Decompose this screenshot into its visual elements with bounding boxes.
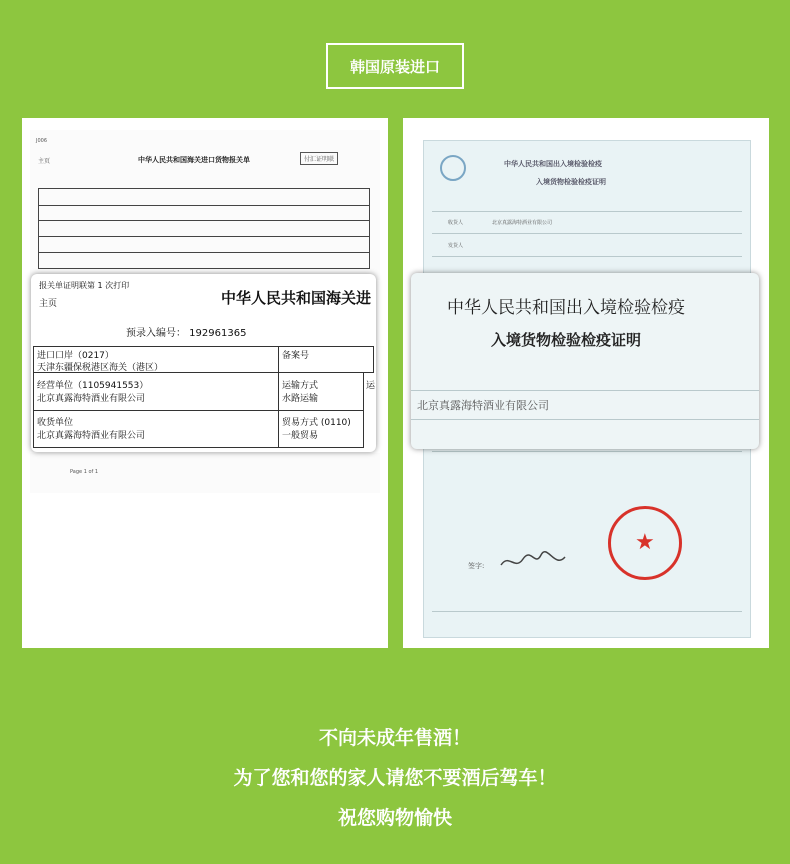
pre-entry-number: 预录入编号： 192961365 xyxy=(126,328,247,339)
inspection-certificate-card xyxy=(403,118,769,648)
cert-title-small: 中华人民共和国出入境检验检疫 xyxy=(504,160,602,168)
transport-extra: 运 xyxy=(366,381,376,391)
record-label: 备案号 xyxy=(282,351,310,361)
handwritten-signature xyxy=(499,549,569,573)
customs-declaration-card xyxy=(22,118,388,648)
cert-rule xyxy=(432,611,742,612)
customs-declaration-background xyxy=(30,130,380,280)
footer-panel xyxy=(0,679,790,864)
zoom-cert-company: 北京真露海特酒业有限公司 xyxy=(417,399,549,412)
page-footer: Page 1 of 1 xyxy=(70,469,99,475)
certificate-zoom-inset xyxy=(411,273,759,449)
customs-zoom-inset xyxy=(31,274,376,452)
happy-shopping-notice: 祝您购物愉快 xyxy=(337,807,452,829)
cert-consignee-label: 收货人 xyxy=(448,220,464,226)
trade-value: 一般贸易 xyxy=(282,431,319,441)
seal-star-icon: ★ xyxy=(635,530,655,555)
cert-rule xyxy=(432,233,742,234)
transport-value: 水路运输 xyxy=(282,394,319,404)
port-value: 天津东疆保税港区海关（港区） xyxy=(37,363,164,373)
ciq-logo-icon xyxy=(440,155,466,181)
official-seal-stamp xyxy=(608,506,682,580)
doc-stamp-box: 付汇证明联 xyxy=(300,152,338,165)
doc-title-small: 中华人民共和国海关进口货物报关单 xyxy=(138,156,250,164)
port-label: 进口口岸（0217） xyxy=(37,351,114,361)
no-minors-notice: 不向未成年售酒！ xyxy=(318,727,471,749)
cert-subtitle-small: 入境货物检验检疫证明 xyxy=(536,178,606,186)
origin-badge xyxy=(326,43,464,89)
zoom-cert-rule xyxy=(411,419,759,420)
print-note: 报关单证明联第 1 次打印 xyxy=(39,281,130,290)
cert-rule xyxy=(432,451,742,452)
footer-green-band xyxy=(0,679,790,864)
cert-consignee-value: 北京真露海特酒业有限公司 xyxy=(492,220,553,226)
cert-rule xyxy=(432,256,742,257)
doc-code: J006 xyxy=(36,138,48,144)
customs-declaration-bottom xyxy=(30,453,380,493)
zoom-cert-subtitle: 入境货物检验检疫证明 xyxy=(491,331,642,349)
table-row xyxy=(38,204,370,221)
zoom-cert-title: 中华人民共和国出入境检验检疫 xyxy=(447,298,685,318)
cert-rule xyxy=(432,211,742,212)
table-row xyxy=(38,220,370,237)
trade-label: 贸易方式 (0110) xyxy=(282,418,351,428)
table-row xyxy=(38,236,370,253)
zoom-title: 中华人民共和国海关进 xyxy=(221,289,372,307)
no-drunk-driving-notice: 为了您和您的家人请您不要酒后驾车！ xyxy=(233,767,557,789)
table-row xyxy=(38,252,370,269)
transport-label: 运输方式 xyxy=(282,381,319,391)
cert-sender-label: 发货人 xyxy=(448,243,464,249)
origin-badge-label: 韩国原装进口 xyxy=(349,57,440,76)
consignee-label: 收货单位 xyxy=(37,418,74,428)
operator-label: 经营单位（1105941553） xyxy=(37,381,149,391)
zoom-home: 主页 xyxy=(39,299,58,309)
doc-home: 主页 xyxy=(38,158,51,165)
signature-label: 签字: xyxy=(468,562,485,570)
zoom-cert-rule xyxy=(411,390,759,391)
operator-value: 北京真露海特酒业有限公司 xyxy=(37,394,146,404)
consignee-value: 北京真露海特酒业有限公司 xyxy=(37,431,146,441)
